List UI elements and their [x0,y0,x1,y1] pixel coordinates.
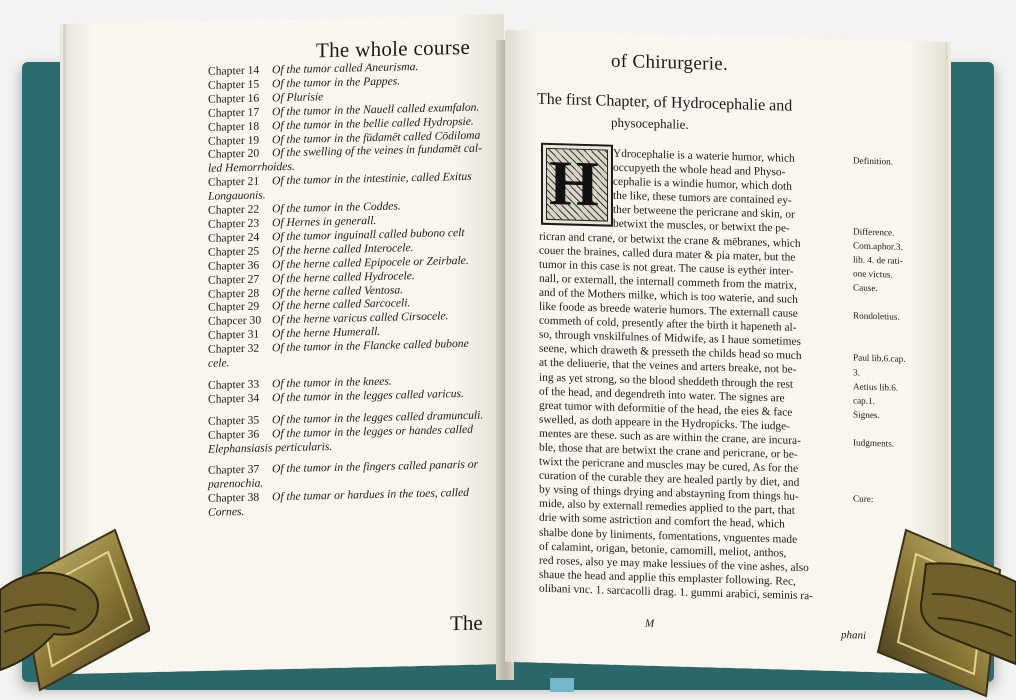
toc-chapter-number: Chapter 22 [208,202,260,217]
margin-notes [853,153,943,505]
toc-chapter-title-continued: led Hemorrhoides. [208,160,295,176]
body-line: ther betweene the pericrane and skin, or [613,204,795,222]
toc-chapter-title: Of the herne called Interocele. [272,240,414,258]
toc-chapter-number: Chapter 35 [208,413,260,428]
brass-hand-weight-right [876,524,1016,700]
toc-chapter-title-continued: Elephansiasis perticularis. [208,439,333,456]
chapter-title: The first Chapter, of Hydrocephalie and [537,90,793,115]
toc-chapter-number: Chapcer 30 [208,313,262,329]
toc-chapter-number: Chapter 33 [208,377,260,392]
toc-chapter-number: Chapter 21 [208,174,260,190]
body-line: mentes are these. such as are within the crane, are incura- [539,427,801,447]
body-line: occupyeth the whole head and Physo- [613,161,786,179]
body-line: so, through vnskilfulnes of Midwife, as I haue sometimes [539,328,801,349]
right-running-head: of Chirurgerie. [611,50,729,75]
toc-chapter-title: Of the tumor in the intestinie, called Exitus [272,170,472,188]
toc-chapter-title: Of Plurisie [272,89,324,105]
toc-chapter-number: Chapter 36 [208,427,260,442]
body-line: curation of the curable they are healed partly by diet, and [539,469,800,490]
margin-note: Com.aphor.3. [853,240,903,252]
toc-chapter-number: Chapter 17 [208,105,260,120]
toc-chapter-number: Chapter 24 [208,230,260,245]
body-line: olibani vnc. 1. sarcacolli drag. 1. gummi arabici, seminis ra- [539,582,813,603]
body-line: ricran and crane, or betwixt the crane & mēbranes, which [539,230,801,250]
toc-chapter-title: Of the tumor in the Nauell called exumfalon. [272,100,480,119]
toc-chapter-title-continued: Cornes. [208,505,245,519]
toc-chapter-title: Of the tumor in the Flancke called bubone [272,336,469,355]
body-line: shaue the head and applie this emplaster following. Rec, [539,568,796,588]
chapter-body-text [539,145,839,604]
body-line: of calamint, origan, betonie, camomill, meliot, anthos, [539,540,787,560]
margin-note: lib. 4. de rati- [853,254,903,266]
margin-note: one victus. [853,268,893,280]
toc-chapter-number: Chapter 23 [208,216,260,231]
brass-hand-weight-left [0,520,150,700]
bookmark-ribbon-end [550,678,574,692]
margin-note: Iudgments. [853,437,895,449]
toc-chapter-number: Chapter 25 [208,244,260,259]
toc-chapter-title: Of the swelling of the veines in fundamēt cal- [272,141,482,160]
toc-chapter-number: Chapter 37 [208,463,260,478]
body-line: shalbe done by liniments, fomentations, vnguentes made [539,526,798,546]
body-line: great tumor with deformitie of the head, the eies & face [539,399,793,419]
toc-chapter-number: Chapter 36 [208,258,260,273]
toc-chapter-title: Of the tumor called Aneurisma. [272,60,419,77]
body-line: drie with some astriction and comfort the head, which [539,512,785,531]
body-line: ble, those that are betwixt the crane and pericrane, or be- [539,441,798,461]
margin-note: Aetius lib.6. [853,381,899,393]
toc-chapter-title-continued: Longauonis. [208,188,266,203]
toc-chapter-title: Of the tumor in the Coddes. [272,199,401,216]
toc-chapter-title-continued: cele. [208,356,230,370]
initial-letter: H [549,146,599,220]
table-of-contents [208,58,498,520]
toc-chapter-number: Chapter 28 [208,286,260,301]
body-line: red roses, also ye may make lessiues of the vine ashes, also [539,554,809,574]
body-line: Ydrocephalie is a waterie humor, which [613,147,795,165]
left-catchword: The [450,610,483,636]
toc-chapter-title: Of the tumor in the fingers called panaris or [272,458,479,476]
body-line: tumor in this case is not great. The cause is eyther inter- [539,258,794,278]
toc-chapter-title: Of Hernes in generall. [272,213,377,230]
right-catchword: phani [841,629,867,642]
toc-chapter-title: Of the tumor in the knees. [272,374,392,391]
toc-chapter-number: Chapter 20 [208,147,260,162]
toc-chapter-number: Chapter 34 [208,391,260,406]
toc-chapter-title: Of the herne varicus called Cirsocele. [272,309,449,327]
toc-chapter-title: Of the tumar or hardues in the toes, called [272,486,469,504]
toc-chapter-title: Of the herne called Ventosa. [272,282,404,299]
body-line: by vsing of things drying and abstayning from things hu- [539,483,799,504]
toc-chapter-title: Of the herne called Sarcoceli. [272,296,411,313]
body-line: nall, or externall, the internall commeth from the matrix, [539,272,797,292]
margin-note: Cause. [853,282,878,294]
toc-chapter-title: Of the herne called Hydrocele. [272,268,415,285]
margin-note: Signes. [853,409,880,420]
body-line: twixt the pericrane and muscles may be cured, As for the [539,455,799,475]
body-line: mide, also by externall remedies applied to the part, that [539,498,795,518]
body-line: seene, which draweth & presseth the childs head so much [539,342,802,363]
margin-note: Cure: [853,493,874,505]
toc-chapter-title: Of the herne Humerall. [272,325,381,341]
toc-chapter-title: Of the tumor in the legges called dramunculi. [272,408,484,427]
toc-chapter-number: Chapter 19 [208,133,260,148]
margin-note: 3. [853,366,860,378]
toc-chapter-title: Of the tumor in the bellie called Hydropsie. [272,114,474,132]
body-line: swelled, as doth appeare in the Hydropicks. The iudge- [539,413,790,433]
body-line: at the deliuerie, that the veines and arters breake, not be- [539,357,797,377]
toc-chapter-title-continued: parenochia. [208,476,264,492]
left-running-head: The whole course [316,34,471,63]
margin-note: Difference. [853,225,895,238]
body-line: commeth of cold, presently after the birth it hapeneth al- [539,314,797,334]
toc-chapter-title: Of the tumor inguinall called bubono celt [272,225,465,244]
toc-chapter-number: Chapter 31 [208,327,260,342]
toc-chapter-title: Of the tumor in the legges called varicus. [272,386,464,405]
toc-chapter-number: Chapter 27 [208,272,260,287]
chapter-title-continued: physocephalie. [611,114,689,132]
toc-chapter-title: Of the tumor in the legges or handes called [272,422,473,440]
body-line: the like, these tumors are contained ey- [613,190,792,207]
signature-mark: M [645,617,655,630]
toc-chapter-number: Chapter 14 [208,63,260,78]
margin-note: Definition. [853,155,894,167]
toc-chapter-title: Of the tumor in the Pappes. [272,74,401,91]
body-line: couer the braines, called dura mater & pia mater, but the [539,244,796,264]
body-line: betwixt the muscles, or betwixt the pe- [613,218,790,236]
toc-chapter-number: Chapter 29 [208,300,260,315]
body-line: and of the Mothers milke, which is too waterie, and such [539,286,798,306]
toc-chapter-title: Of the tumor in the fūdamēt called Cōdiloma [272,128,481,146]
body-line: of the head, and degendreth into water. The signes are [539,385,785,405]
toc-chapter-number: Chapter 18 [208,119,260,134]
toc-chapter-number: Chapter 32 [208,341,260,356]
toc-chapter-number: Chapter 15 [208,77,260,92]
body-line: cephalie is a windie humor, which doth [613,175,792,193]
body-line: like foode as breede waterie humors. The externall cause [539,300,798,320]
margin-note: Paul lib.6.cap. [853,352,906,365]
margin-note: Rondoletius. [853,310,900,322]
toc-chapter-number: Chapter 16 [208,91,260,106]
margin-note: cap.1. [853,395,875,406]
toc-chapter-title: Of the herne called Epipocele or Zeirbale. [272,253,469,272]
body-line: ing as yet strong, so the blood sheddeth through the rest [539,371,794,391]
toc-chapter-number: Chapter 38 [208,490,260,506]
